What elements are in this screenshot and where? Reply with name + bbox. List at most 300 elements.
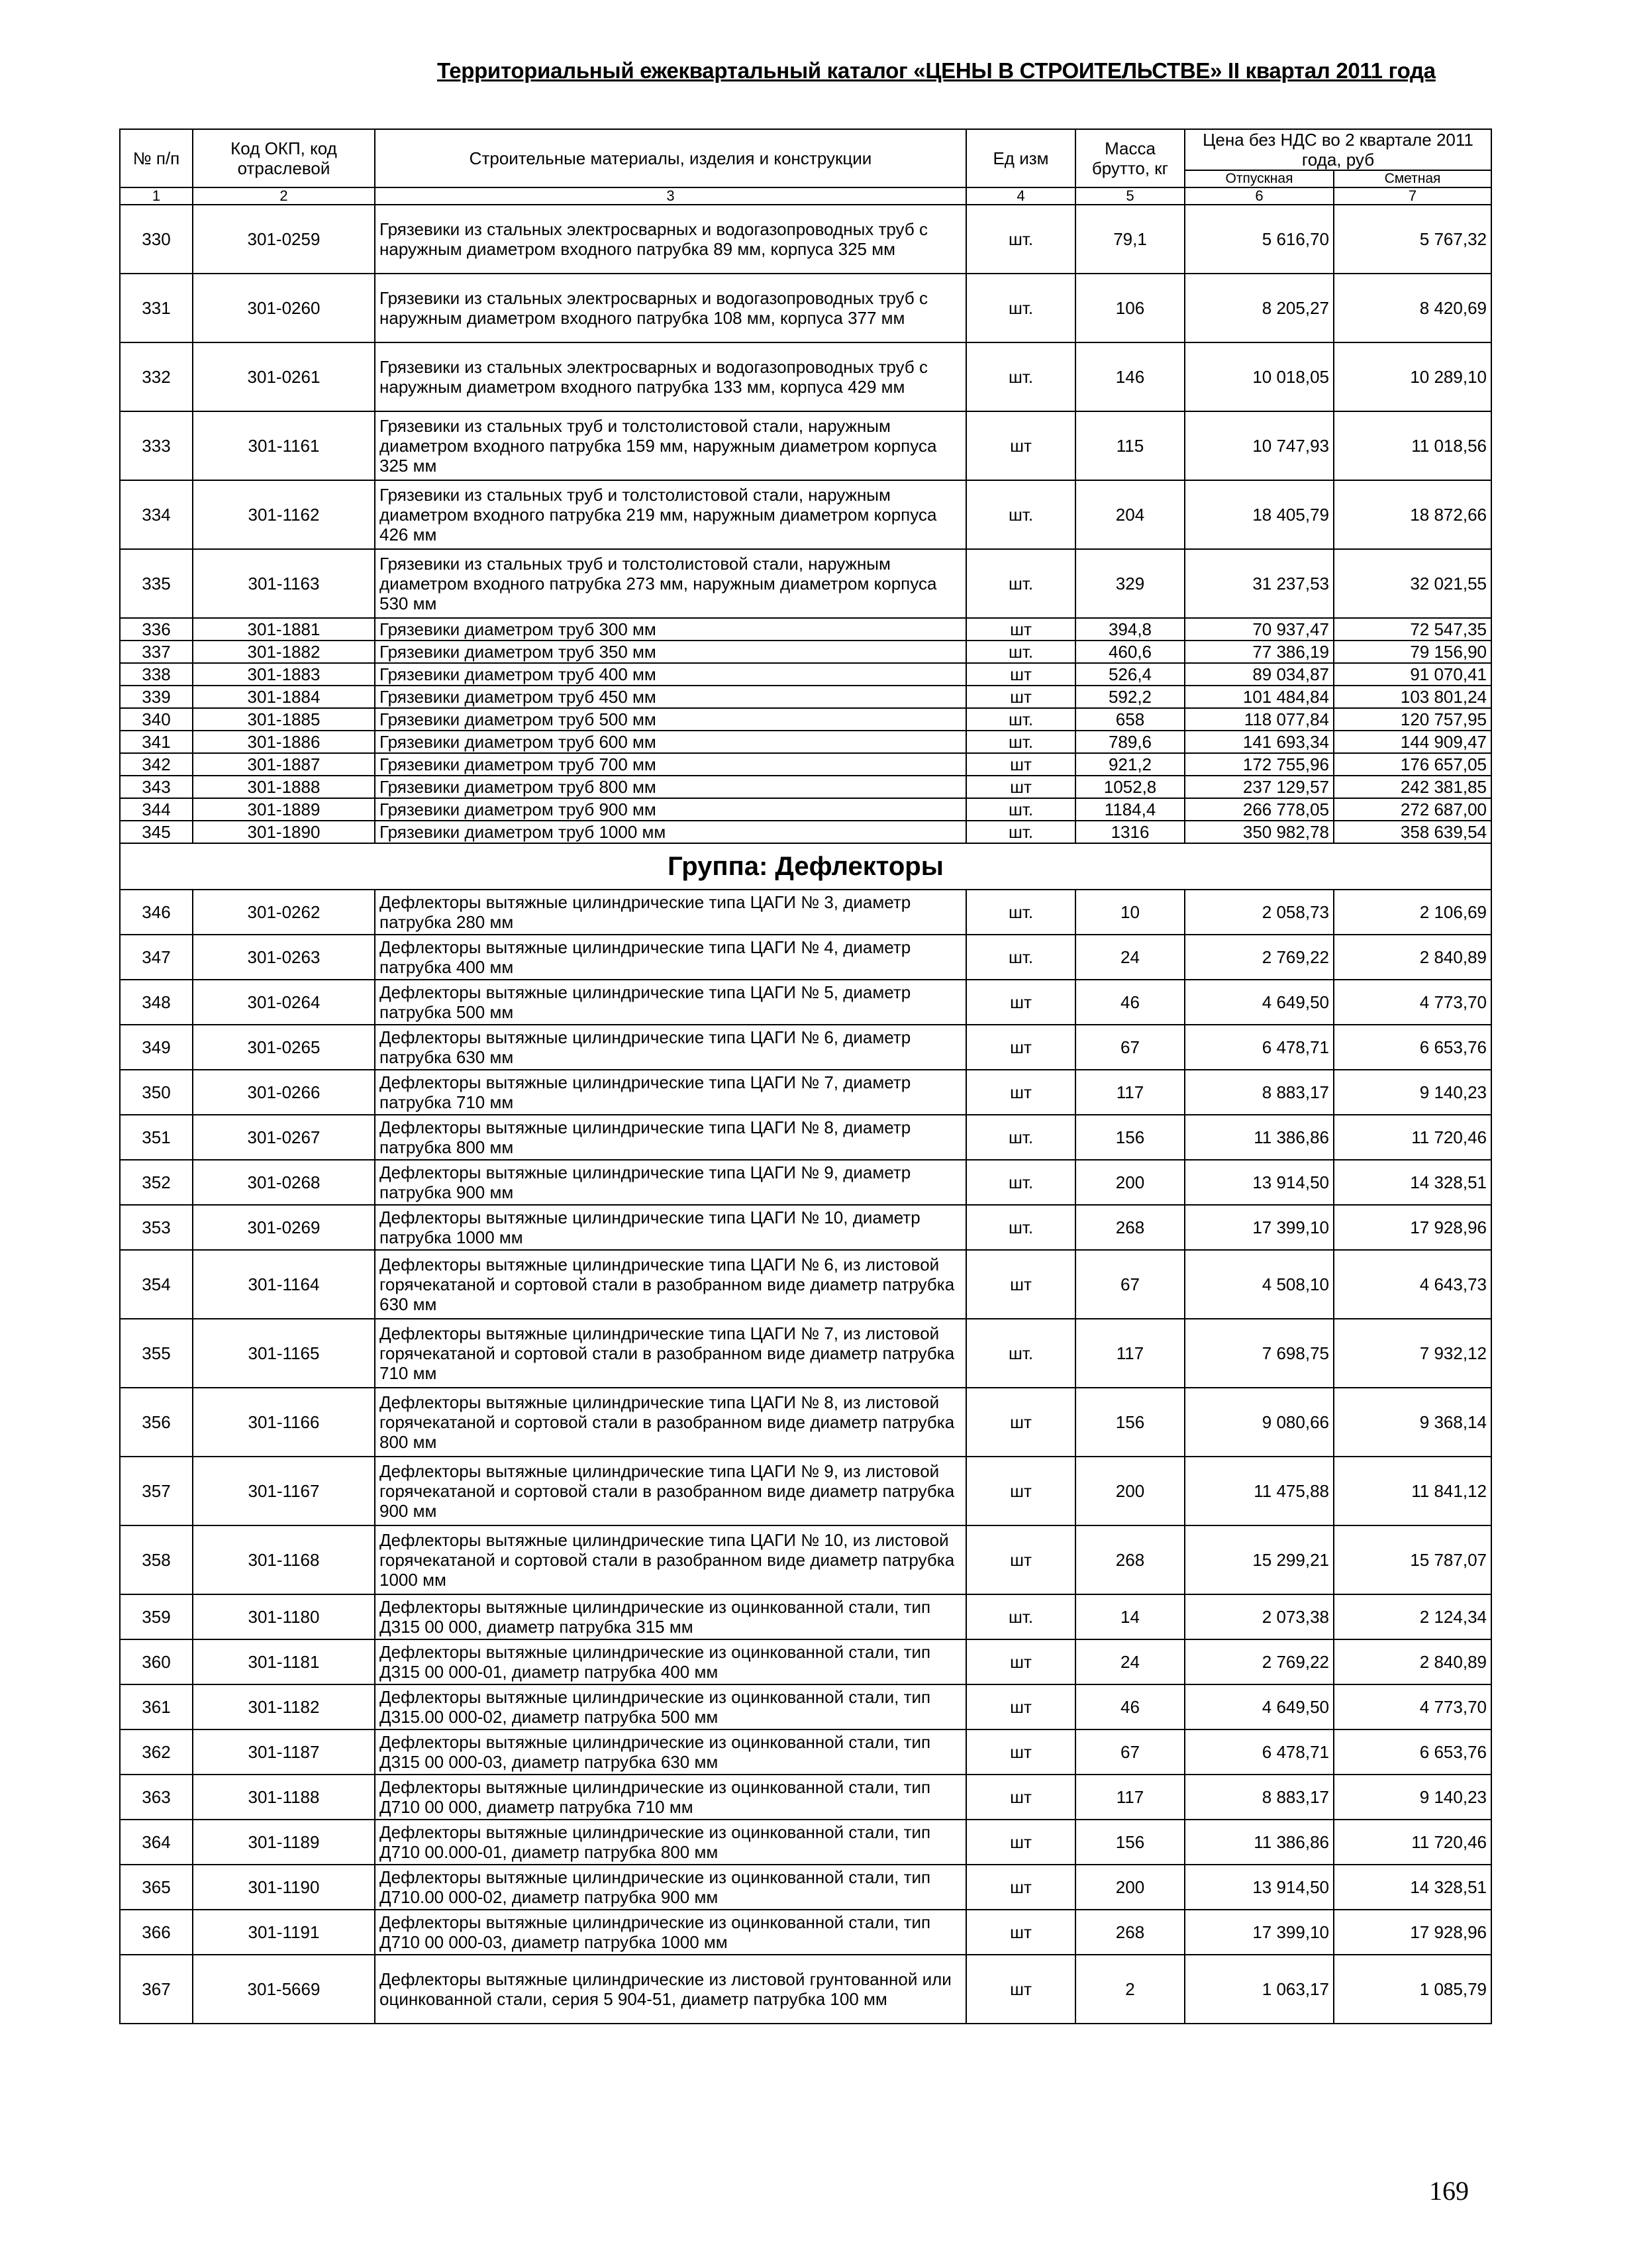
table-row [120,1160,1491,1205]
table-row [120,1910,1491,1955]
row-unit: шт [966,1729,1075,1775]
row-number: 361 [120,1684,193,1729]
row-price-release: 89 034,87 [1185,663,1334,686]
row-price-estimate: 2 840,89 [1334,1639,1491,1684]
row-mass: 67 [1075,1729,1185,1775]
row-unit: шт. [966,1319,1075,1388]
row-code: 301-1164 [193,1250,375,1319]
row-number: 336 [120,618,193,641]
row-unit: шт [966,1955,1075,2024]
row-number: 358 [120,1525,193,1594]
row-price-estimate: 11 841,12 [1334,1457,1491,1525]
row-mass: 200 [1075,1865,1185,1910]
row-mass: 156 [1075,1820,1185,1865]
row-number: 353 [120,1205,193,1250]
row-price-release: 4 508,10 [1185,1250,1334,1319]
row-unit: шт [966,411,1075,480]
table-row [120,753,1491,776]
row-unit: шт. [966,641,1075,663]
row-unit: шт [966,1025,1075,1070]
table-row [120,1525,1491,1594]
page-title: Территориальный ежеквартальный каталог «ЦЕНЫ В СТРОИТЕЛЬСТВЕ» II квартал 2011 года [437,58,1436,83]
table-row [120,1205,1491,1250]
table-section-group [120,843,1491,890]
row-unit: шт. [966,205,1075,274]
row-description: Дефлекторы вытяжные цилиндрические типа ЦАГИ № 9, диаметр патрубка 900 мм [375,1160,966,1205]
row-unit: шт [966,1250,1075,1319]
row-number: 340 [120,708,193,731]
row-price-estimate: 4 773,70 [1334,1684,1491,1729]
row-price-estimate: 91 070,41 [1334,663,1491,686]
row-code: 301-0260 [193,274,375,342]
row-price-release: 350 982,78 [1185,821,1334,843]
row-unit: шт [966,753,1075,776]
row-mass: 1184,4 [1075,798,1185,821]
header-mass: Масса брутто, кг [1075,129,1185,187]
row-price-release: 2 769,22 [1185,1639,1334,1684]
row-number: 350 [120,1070,193,1115]
row-price-release: 2 769,22 [1185,935,1334,980]
table-row [120,980,1491,1025]
row-description: Дефлекторы вытяжные цилиндрические из оцинкованной стали, тип Д315 00 000-01, диаметр патрубка 400 мм [375,1639,966,1684]
row-description: Грязевики диаметром труб 700 мм [375,753,966,776]
row-code: 301-1168 [193,1525,375,1594]
row-price-release: 13 914,50 [1185,1865,1334,1910]
column-number: 2 [193,187,375,205]
row-price-release: 8 883,17 [1185,1070,1334,1115]
row-code: 301-5669 [193,1955,375,2024]
row-code: 301-1882 [193,641,375,663]
row-mass: 106 [1075,274,1185,342]
row-description: Дефлекторы вытяжные цилиндрические типа ЦАГИ № 7, из листовой горячекатаной и сортовой стали в разобранном виде диаметр патрубка 710 мм [375,1319,966,1388]
row-price-estimate: 9 368,14 [1334,1388,1491,1457]
row-price-release: 18 405,79 [1185,480,1334,549]
table-section-deflectors-primed [120,1955,1491,2024]
group-deflectors-title: Группа: Дефлекторы [120,843,1491,890]
table-row [120,1115,1491,1160]
row-code: 301-1190 [193,1865,375,1910]
table-row [120,1865,1491,1910]
row-code: 301-0263 [193,935,375,980]
row-description: Грязевики диаметром труб 350 мм [375,641,966,663]
row-mass: 24 [1075,1639,1185,1684]
row-mass: 526,4 [1075,663,1185,686]
row-unit: шт [966,618,1075,641]
table-row [120,1639,1491,1684]
row-mass: 658 [1075,708,1185,731]
row-description: Дефлекторы вытяжные цилиндрические из оцинкованной стали, тип Д710 00 000-03, диаметр патрубка 1000 мм [375,1910,966,1955]
row-unit: шт. [966,1115,1075,1160]
row-price-release: 10 747,93 [1185,411,1334,480]
row-mass: 268 [1075,1525,1185,1594]
table-row [120,1025,1491,1070]
row-price-release: 237 129,57 [1185,776,1334,798]
table-row [120,1319,1491,1388]
table-row [120,1820,1491,1865]
row-mass: 204 [1075,480,1185,549]
row-number: 345 [120,821,193,843]
row-description: Грязевики диаметром труб 400 мм [375,663,966,686]
row-price-estimate: 11 720,46 [1334,1115,1491,1160]
row-price-estimate: 242 381,85 [1334,776,1491,798]
row-number: 348 [120,980,193,1025]
row-unit: шт [966,1525,1075,1594]
row-mass: 156 [1075,1115,1185,1160]
row-description: Дефлекторы вытяжные цилиндрические типа ЦАГИ № 8, диаметр патрубка 800 мм [375,1115,966,1160]
row-unit: шт. [966,935,1075,980]
row-price-estimate: 11 018,56 [1334,411,1491,480]
header-price-release: Отпускная [1185,170,1334,187]
row-number: 339 [120,686,193,708]
table-row [120,1457,1491,1525]
row-unit: шт. [966,1594,1075,1639]
table-row [120,274,1491,342]
row-description: Дефлекторы вытяжные цилиндрические типа ЦАГИ № 4, диаметр патрубка 400 мм [375,935,966,980]
row-description: Дефлекторы вытяжные цилиндрические из листовой грунтованной или оцинкованной стали, серия 5 904-51, диаметр патрубка 100 мм [375,1955,966,2024]
table-row [120,663,1491,686]
row-unit: шт [966,776,1075,798]
table-row [120,935,1491,980]
row-code: 301-0264 [193,980,375,1025]
row-description: Грязевики диаметром труб 450 мм [375,686,966,708]
row-price-estimate: 17 928,96 [1334,1205,1491,1250]
row-code: 301-0265 [193,1025,375,1070]
table-row [120,1070,1491,1115]
row-unit: шт [966,686,1075,708]
table-row [120,798,1491,821]
row-code: 301-1887 [193,753,375,776]
row-code: 301-1888 [193,776,375,798]
row-mass: 394,8 [1075,618,1185,641]
row-mass: 268 [1075,1910,1185,1955]
table-row [120,549,1491,618]
row-price-release: 70 937,47 [1185,618,1334,641]
row-price-estimate: 8 420,69 [1334,274,1491,342]
row-number: 341 [120,731,193,753]
row-mass: 14 [1075,1594,1185,1639]
row-price-release: 11 386,86 [1185,1115,1334,1160]
row-price-release: 2 073,38 [1185,1594,1334,1639]
row-price-release: 4 649,50 [1185,1684,1334,1729]
table-row [120,708,1491,731]
row-price-estimate: 79 156,90 [1334,641,1491,663]
row-price-estimate: 72 547,35 [1334,618,1491,641]
row-unit: шт [966,1910,1075,1955]
row-price-release: 13 914,50 [1185,1160,1334,1205]
table-row [120,731,1491,753]
row-number: 333 [120,411,193,480]
row-mass: 24 [1075,935,1185,980]
row-number: 342 [120,753,193,776]
table-row [120,411,1491,480]
row-code: 301-0269 [193,1205,375,1250]
table-row [120,1729,1491,1775]
header-num: № п/п [120,129,193,187]
row-unit: шт. [966,798,1075,821]
row-price-estimate: 176 657,05 [1334,753,1491,776]
row-number: 347 [120,935,193,980]
row-price-estimate: 2 106,69 [1334,890,1491,935]
row-price-release: 17 399,10 [1185,1910,1334,1955]
row-number: 330 [120,205,193,274]
header-unit: Ед изм [966,129,1075,187]
row-code: 301-0267 [193,1115,375,1160]
row-description: Грязевики из стальных электросварных и водогазопроводных труб с наружным диаметром входного патрубка 133 мм, корпуса 429 мм [375,342,966,411]
row-mass: 592,2 [1075,686,1185,708]
row-code: 301-1191 [193,1910,375,1955]
row-price-release: 2 058,73 [1185,890,1334,935]
row-description: Дефлекторы вытяжные цилиндрические из оцинкованной стали, тип Д710 00.000-01, диаметр патрубка 800 мм [375,1820,966,1865]
row-mass: 921,2 [1075,753,1185,776]
row-price-release: 8 883,17 [1185,1775,1334,1820]
row-price-release: 7 698,75 [1185,1319,1334,1388]
row-number: 343 [120,776,193,798]
row-price-estimate: 9 140,23 [1334,1775,1491,1820]
row-price-release: 141 693,34 [1185,731,1334,753]
table-section-deflectors-galvanized [120,1594,1491,1955]
row-code: 301-0268 [193,1160,375,1205]
row-number: 357 [120,1457,193,1525]
row-price-estimate: 15 787,07 [1334,1525,1491,1594]
row-price-estimate: 103 801,24 [1334,686,1491,708]
row-price-estimate: 6 653,76 [1334,1729,1491,1775]
row-number: 364 [120,1820,193,1865]
page-number: 169 [1429,2176,1469,2206]
row-number: 359 [120,1594,193,1639]
row-number: 363 [120,1775,193,1820]
table-row [120,1955,1491,2024]
row-number: 352 [120,1160,193,1205]
row-description: Грязевики из стальных труб и толстолистовой стали, наружным диаметром входного патрубка 273 мм, наружным диаметром корпуса 530 мм [375,549,966,618]
column-number: 4 [966,187,1075,205]
row-price-release: 172 755,96 [1185,753,1334,776]
row-price-estimate: 4 643,73 [1334,1250,1491,1319]
column-number: 1 [120,187,193,205]
row-price-release: 9 080,66 [1185,1388,1334,1457]
row-description: Дефлекторы вытяжные цилиндрические из оцинкованной стали, тип Д315 00 000, диаметр патрубка 315 мм [375,1594,966,1639]
row-price-estimate: 10 289,10 [1334,342,1491,411]
row-code: 301-1886 [193,731,375,753]
column-number: 7 [1334,187,1491,205]
table-row [120,1250,1491,1319]
row-description: Дефлекторы вытяжные цилиндрические типа ЦАГИ № 10, диаметр патрубка 1000 мм [375,1205,966,1250]
row-code: 301-1162 [193,480,375,549]
row-mass: 2 [1075,1955,1185,2024]
table-row [120,1684,1491,1729]
row-unit: шт. [966,1205,1075,1250]
table-row [120,205,1491,274]
table-section-deflectors-sheet [120,1250,1491,1594]
row-description: Грязевики диаметром труб 300 мм [375,618,966,641]
row-mass: 1052,8 [1075,776,1185,798]
row-price-release: 6 478,71 [1185,1729,1334,1775]
row-price-estimate: 2 840,89 [1334,935,1491,980]
row-code: 301-1161 [193,411,375,480]
row-description: Дефлекторы вытяжные цилиндрические типа ЦАГИ № 10, из листовой горячекатаной и сортовой стали в разобранном виде диаметр патрубка 1000 мм [375,1525,966,1594]
row-price-estimate: 144 909,47 [1334,731,1491,753]
row-unit: шт [966,1684,1075,1729]
row-mass: 79,1 [1075,205,1185,274]
row-number: 360 [120,1639,193,1684]
row-unit: шт [966,1070,1075,1115]
row-description: Грязевики диаметром труб 600 мм [375,731,966,753]
row-code: 301-1188 [193,1775,375,1820]
row-code: 301-1167 [193,1457,375,1525]
row-price-release: 15 299,21 [1185,1525,1334,1594]
row-description: Дефлекторы вытяжные цилиндрические из оцинкованной стали, тип Д315.00 000-02, диаметр патрубка 500 мм [375,1684,966,1729]
row-code: 301-1187 [193,1729,375,1775]
row-mass: 460,6 [1075,641,1185,663]
table-row [120,821,1491,843]
row-number: 344 [120,798,193,821]
row-mass: 46 [1075,1684,1185,1729]
row-unit: шт. [966,708,1075,731]
header-code: Код ОКП, код отраслевой [193,129,375,187]
row-mass: 115 [1075,411,1185,480]
row-mass: 268 [1075,1205,1185,1250]
table-section-gryazeviki [120,205,1491,618]
table-row [120,1594,1491,1639]
row-number: 346 [120,890,193,935]
row-mass: 1316 [1075,821,1185,843]
table-row [120,686,1491,708]
row-price-estimate: 272 687,00 [1334,798,1491,821]
row-price-estimate: 1 085,79 [1334,1955,1491,2024]
row-code: 301-1189 [193,1820,375,1865]
row-mass: 117 [1075,1775,1185,1820]
table-row [120,1775,1491,1820]
row-unit: шт [966,1775,1075,1820]
row-mass: 789,6 [1075,731,1185,753]
header-price-estimate: Сметная [1334,170,1491,187]
row-price-release: 5 616,70 [1185,205,1334,274]
row-mass: 117 [1075,1319,1185,1388]
row-price-estimate: 11 720,46 [1334,1820,1491,1865]
row-price-estimate: 14 328,51 [1334,1865,1491,1910]
row-price-estimate: 32 021,55 [1334,549,1491,618]
row-number: 362 [120,1729,193,1775]
row-code: 301-1883 [193,663,375,686]
row-description: Дефлекторы вытяжные цилиндрические типа ЦАГИ № 3, диаметр патрубка 280 мм [375,890,966,935]
row-code: 301-1166 [193,1388,375,1457]
row-mass: 200 [1075,1160,1185,1205]
table-row [120,890,1491,935]
row-price-estimate: 120 757,95 [1334,708,1491,731]
row-code: 301-0262 [193,890,375,935]
row-unit: шт. [966,1160,1075,1205]
row-unit: шт [966,663,1075,686]
row-number: 331 [120,274,193,342]
row-description: Дефлекторы вытяжные цилиндрические типа ЦАГИ № 5, диаметр патрубка 500 мм [375,980,966,1025]
table-section-deflectors-tsagi [120,890,1491,1250]
row-number: 337 [120,641,193,663]
row-description: Дефлекторы вытяжные цилиндрические типа ЦАГИ № 7, диаметр патрубка 710 мм [375,1070,966,1115]
row-unit: шт [966,980,1075,1025]
row-description: Грязевики диаметром труб 500 мм [375,708,966,731]
row-price-estimate: 17 928,96 [1334,1910,1491,1955]
row-mass: 67 [1075,1025,1185,1070]
row-price-release: 6 478,71 [1185,1025,1334,1070]
group-row [120,843,1491,890]
row-number: 332 [120,342,193,411]
row-description: Дефлекторы вытяжные цилиндрические из оцинкованной стали, тип Д315 00 000-03, диаметр патрубка 630 мм [375,1729,966,1775]
row-description: Дефлекторы вытяжные цилиндрические типа ЦАГИ № 6, из листовой горячекатаной и сортовой стали в разобранном виде диаметр патрубка 630 мм [375,1250,966,1319]
row-description: Дефлекторы вытяжные цилиндрические типа ЦАГИ № 8, из листовой горячекатаной и сортовой стали в разобранном виде диаметр патрубка 800 мм [375,1388,966,1457]
row-description: Грязевики диаметром труб 900 мм [375,798,966,821]
row-unit: шт [966,1457,1075,1525]
row-price-estimate: 6 653,76 [1334,1025,1491,1070]
row-unit: шт. [966,731,1075,753]
table-row [120,480,1491,549]
row-code: 301-1180 [193,1594,375,1639]
table-row [120,776,1491,798]
row-code: 301-1163 [193,549,375,618]
header-price: Цена без НДС во 2 квартале 2011 года, руб [1185,129,1491,170]
row-price-release: 11 386,86 [1185,1820,1334,1865]
row-code: 301-0261 [193,342,375,411]
row-unit: шт. [966,890,1075,935]
row-description: Дефлекторы вытяжные цилиндрические из оцинкованной стали, тип Д710.00 000-02, диаметр патрубка 900 мм [375,1865,966,1910]
row-description: Дефлекторы вытяжные цилиндрические из оцинкованной стали, тип Д710 00 000, диаметр патрубка 710 мм [375,1775,966,1820]
column-number: 5 [1075,187,1185,205]
row-description: Грязевики диаметром труб 1000 мм [375,821,966,843]
row-description: Грязевики диаметром труб 800 мм [375,776,966,798]
row-description: Дефлекторы вытяжные цилиндрические типа ЦАГИ № 6, диаметр патрубка 630 мм [375,1025,966,1070]
row-number: 338 [120,663,193,686]
row-price-release: 10 018,05 [1185,342,1334,411]
row-price-estimate: 7 932,12 [1334,1319,1491,1388]
row-mass: 156 [1075,1388,1185,1457]
row-mass: 200 [1075,1457,1185,1525]
row-code: 301-1881 [193,618,375,641]
row-description: Грязевики из стальных электросварных и водогазопроводных труб с наружным диаметром входного патрубка 89 мм, корпуса 325 мм [375,205,966,274]
row-mass: 329 [1075,549,1185,618]
row-price-estimate: 2 124,34 [1334,1594,1491,1639]
table-section-gryazeviki-diameter [120,618,1491,843]
table-row [120,618,1491,641]
row-mass: 10 [1075,890,1185,935]
row-price-release: 4 649,50 [1185,980,1334,1025]
row-description: Грязевики из стальных труб и толстолистовой стали, наружным диаметром входного патрубка 219 мм, наружным диаметром корпуса 426 мм [375,480,966,549]
row-description: Грязевики из стальных электросварных и водогазопроводных труб с наружным диаметром входного патрубка 108 мм, корпуса 377 мм [375,274,966,342]
row-number: 366 [120,1910,193,1955]
row-number: 367 [120,1955,193,2024]
row-unit: шт. [966,821,1075,843]
row-number: 354 [120,1250,193,1319]
row-mass: 117 [1075,1070,1185,1115]
row-price-estimate: 9 140,23 [1334,1070,1491,1115]
header-materials: Строительные материалы, изделия и конструкции [375,129,966,187]
table-row [120,1388,1491,1457]
row-price-release: 118 077,84 [1185,708,1334,731]
row-number: 365 [120,1865,193,1910]
row-price-release: 11 475,88 [1185,1457,1334,1525]
row-number: 335 [120,549,193,618]
table-row [120,641,1491,663]
row-code: 301-1885 [193,708,375,731]
row-code: 301-0259 [193,205,375,274]
row-price-estimate: 14 328,51 [1334,1160,1491,1205]
row-number: 351 [120,1115,193,1160]
row-unit: шт [966,1639,1075,1684]
column-number: 3 [375,187,966,205]
price-table [119,129,1492,2024]
row-unit: шт. [966,480,1075,549]
row-code: 301-1890 [193,821,375,843]
row-number: 349 [120,1025,193,1070]
row-code: 301-1182 [193,1684,375,1729]
column-numbers-row [120,187,1491,205]
